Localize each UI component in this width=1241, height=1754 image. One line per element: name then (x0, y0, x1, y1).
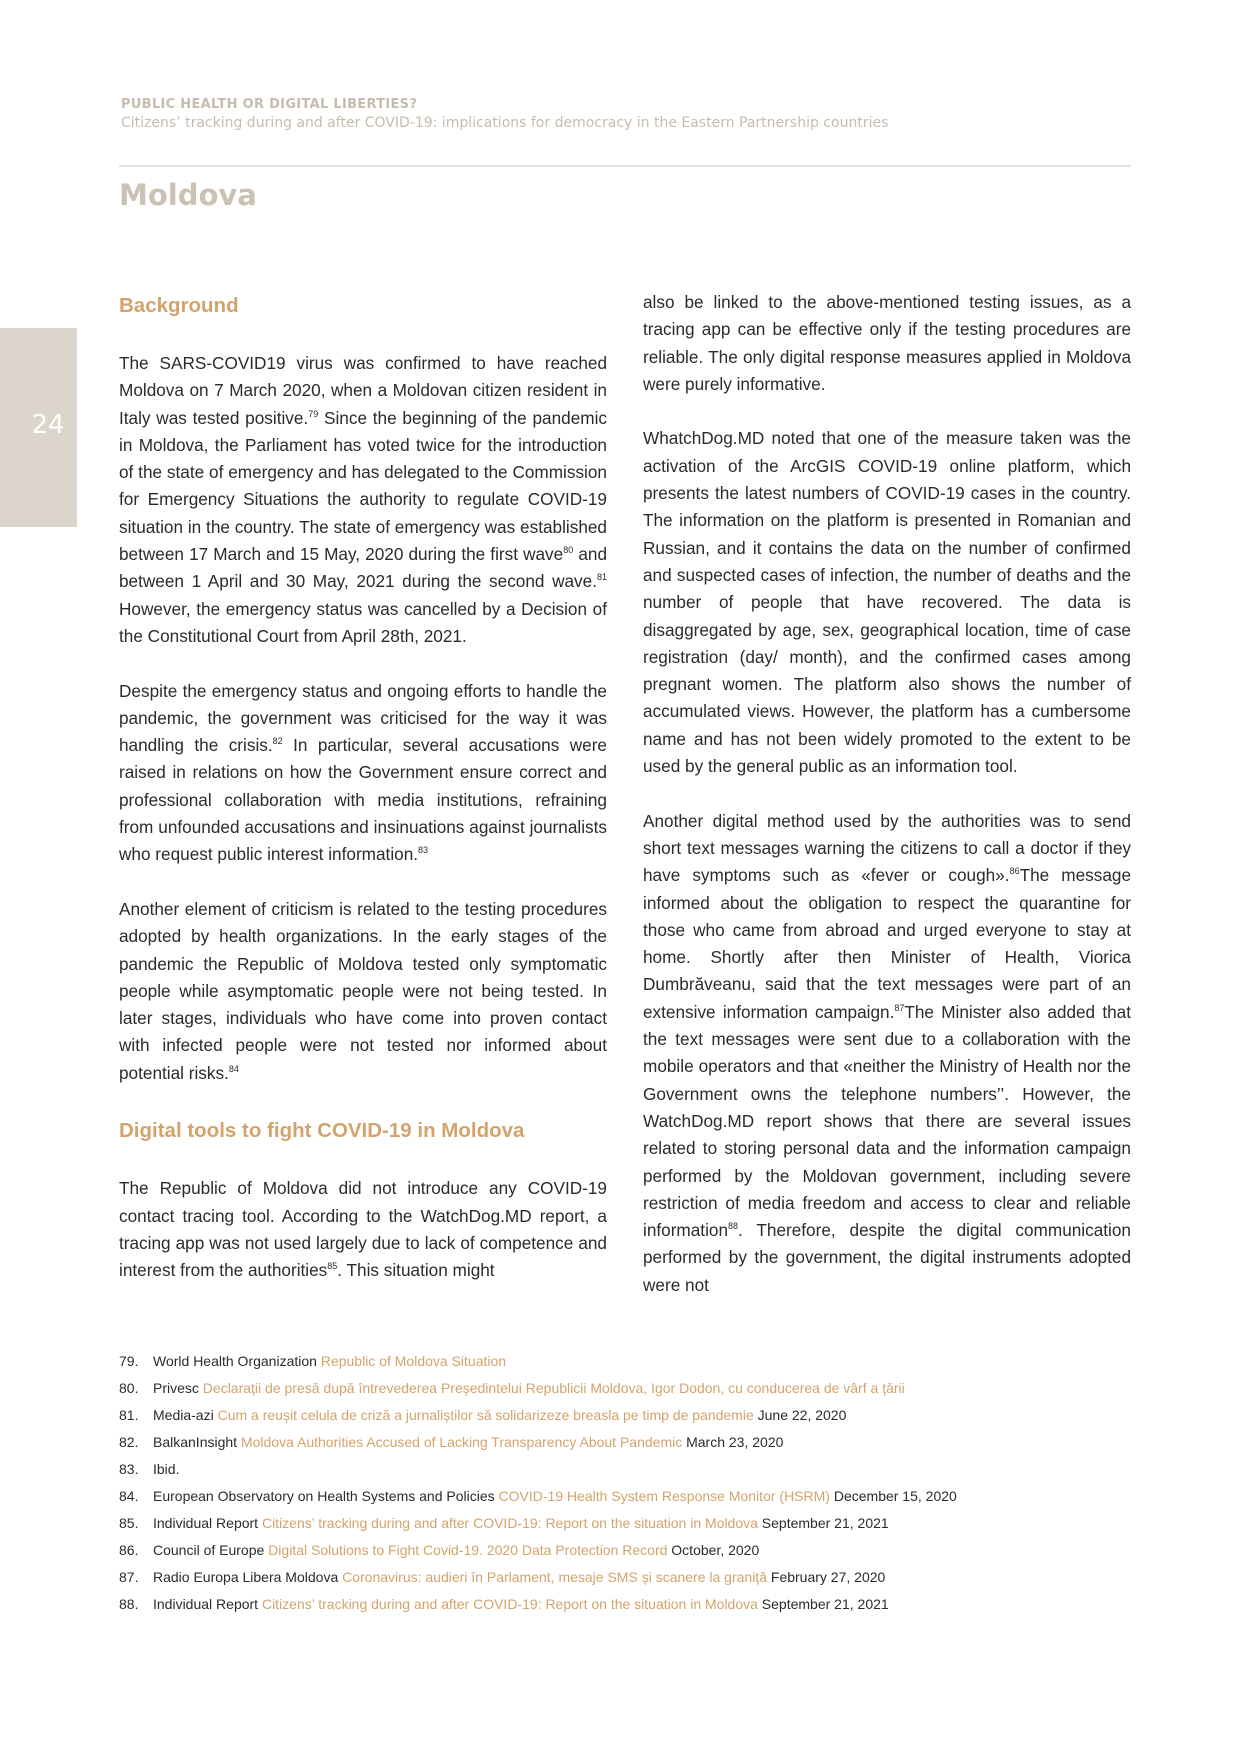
section-heading-background: Background (119, 294, 239, 317)
paragraph: Another element of criticism is related to the testing procedures adopted by health organizations. In the early stages of the pandemic the Republic of Moldova tested only symptomatic people while asymptomatic people were not being tested. In later stages, individuals who have come into proven contact with infected people were not tested nor informed about potential risks.$^{84}$ (119, 898, 607, 1083)
footnote-item: 88. Individual Report Citizens’ tracking during and after COVID-19: Report on the situation in Moldova September 21, 2021 (119, 1596, 889, 1612)
footnote-item: 85. Individual Report Citizens’ tracking during and after COVID-19: Report on the situation in Moldova September 21, 2021 (119, 1515, 889, 1531)
page-number: 24 (31, 410, 65, 440)
footnote-link[interactable]: COVID-19 Health System Response Monitor (HSRM) (498, 1488, 830, 1504)
footnote-link[interactable]: Coronavirus: audieri în Parlament, mesaje SMS și scanere la graniță (342, 1569, 767, 1585)
footnote-ref[interactable]: 86 (1009, 866, 1020, 877)
footnote-link[interactable]: Declarații de presă după întrevederea Președintelui Republicii Moldova, Igor Dodon, cu conducerea de vârf a țării (202, 1380, 905, 1396)
footnote-link[interactable]: Republic of Moldova Situation (320, 1353, 507, 1369)
footnote-ref[interactable]: 88 (728, 1221, 739, 1232)
section-heading-digital-tools: Digital tools to fight COVID-19 in Moldova (119, 1119, 525, 1143)
paragraph: The SARS-COVID19 virus was confirmed to have reached Moldova on 7 March 2020, when a Moldovan citizen resident in Italy was tested positive.$^{79}$ Since the beginning of the pandemic in Moldova, the Parliament has voted twice for the introduction of the state of emergency and has delegated to the Commission for Emergency Situations the authority to regulate COVID-19 situation in the country. The state of emergency was established between 17 March and 15 May, 2020 during the first wave$^{80}$ and between 1 April and 30 May, 2021 during the second wave.$^{81}$ However, the emergency status was cancelled by a Decision of the Constitutional Court from April 28th, 2021. (119, 353, 607, 646)
footnote-ref[interactable]: 82 (272, 736, 283, 747)
footnote-link[interactable]: Moldova Authorities Accused of Lacking Transparency About Pandemic (240, 1434, 683, 1450)
footnote-ref[interactable]: 85 (327, 1261, 338, 1272)
footnote-ref[interactable]: 83 (418, 845, 429, 856)
footnote-ref[interactable]: 80 (563, 545, 574, 556)
footnote-item: 82. BalkanInsight Moldova Authorities Accused of Lacking Transparency About Pandemic March 23, 2020 (119, 1434, 784, 1450)
publication-subtitle: Citizens’ tracking during and after COVID-19: implications for democracy in the Eastern Partnership countries (121, 115, 889, 131)
footnote-item: 80. Privesc Declarații de presă după întrevederea Președintelui Republicii Moldova, Igor Dodon, cu conducerea de vârf a țării (119, 1380, 905, 1396)
footnote-item: 87. Radio Europa Libera Moldova Coronavirus: audieri în Parlament, mesaje SMS și scanere la graniță February 27, 2020 (119, 1569, 886, 1585)
footnote-item: 79. World Health Organization Republic of Moldova Situation (119, 1353, 507, 1369)
footnote-link[interactable]: Cum a reușit celula de criză a jurnaliștilor să solidarizeze breasla pe timp de pandemie (217, 1407, 754, 1423)
paragraph: WhatchDog.MD noted that one of the measure taken was the activation of the ArcGIS COVID-19 online platform, which presents the latest numbers of COVID-19 cases in the country. The information on the platform is presented in Romanian and Russian, and it contains the data on the number of confirmed and suspected cases of infection, the number of deaths and the number of people that have recovered. The data is disaggregated by age, sex, geographical location, time of case registration (day/ month), and the confirmed cases among pregnant women. The platform also shows the number of accumulated views. However, the platform has a cumbersome name and has not been widely promoted to the extent to be used by the general public as an information tool. (643, 428, 1131, 777)
footnote-item: 83. Ibid. (119, 1461, 180, 1477)
footnote-ref[interactable]: 81 (596, 572, 607, 583)
left-column (119, 289, 607, 1312)
country-heading: Moldova (119, 178, 257, 212)
paragraph: Another digital method used by the authorities was to send short text messages warning the citizens to call a doctor if they have symptoms such as «fever or cough».$^{86}$The message informed about the obligation to respect the quarantine for those who came from abroad and urged everyone to stay at home. Shortly after then Minister of Health, Viorica Dumbrăveanu, said that the text messages were part of an extensive information campaign.$^{87}$The Minister also added that the text messages were sent due to a collaboration with the mobile operators and that «neither the Ministry of Health nor the Government owns the telephone numbers’’. However, the WatchDog.MD report shows that there are several issues related to storing personal data and the information campaign performed by the Moldovan government, including severe restriction of media freedom and access to clear and reliable information$^{88}$. Therefore, despite the digital communication performed by the government, the digital instruments adopted were not (643, 810, 1132, 1295)
paragraph: The Republic of Moldova did not introduce any COVID-19 contact tracing tool. According to the WatchDog.MD report, a tracing app was not used largely due to lack of competence and interest from the authorities$^{85}$. This situation might (119, 1178, 607, 1281)
paragraph: Despite the emergency status and ongoing efforts to handle the pandemic, the government was criticised for the way it was handling the crisis.$^{82}$ In particular, several accusations were raised in relations on how the Government ensure correct and professional collaboration with media institutions, refraining from unfounded accusations and insinuations against journalists who request public interest information.$^{83}$ (119, 680, 607, 865)
footnote-link[interactable]: Citizens’ tracking during and after COVID-19: Report on the situation in Moldova (261, 1596, 758, 1612)
footnote-item: 86. Council of Europe Digital Solutions to Fight Covid-19. 2020 Data Protection Record October, 2020 (119, 1542, 760, 1558)
footnote-ref[interactable]: 79 (308, 408, 319, 419)
footnote-item: 84. European Observatory on Health Systems and Policies COVID-19 Health System Response Monitor (HSRM) December 15, 2020 (119, 1488, 957, 1504)
header-divider (119, 165, 1131, 167)
footnotes-list (119, 1348, 1129, 1618)
footnote-link[interactable]: Citizens’ tracking during and after COVID-19: Report on the situation in Moldova (261, 1515, 758, 1531)
footnote-ref[interactable]: 87 (894, 1002, 905, 1013)
footnote-item: 81. Media-azi Cum a reușit celula de criză a jurnaliștilor să solidarizeze breasla pe timp de pandemie June 22, 2020 (119, 1407, 847, 1423)
right-column (643, 289, 1131, 1326)
publication-title: PUBLIC HEALTH OR DIGITAL LIBERTIES? (121, 97, 418, 112)
paragraph: also be linked to the above-mentioned testing issues, as a tracing app can be effective only if the testing procedures are reliable. The only digital response measures applied in Moldova were purely informative. (643, 292, 1131, 394)
running-header (121, 97, 1121, 131)
footnote-link[interactable]: Digital Solutions to Fight Covid-19. 2020 Data Protection Record (268, 1542, 668, 1558)
footnote-ref[interactable]: 84 (228, 1063, 239, 1074)
